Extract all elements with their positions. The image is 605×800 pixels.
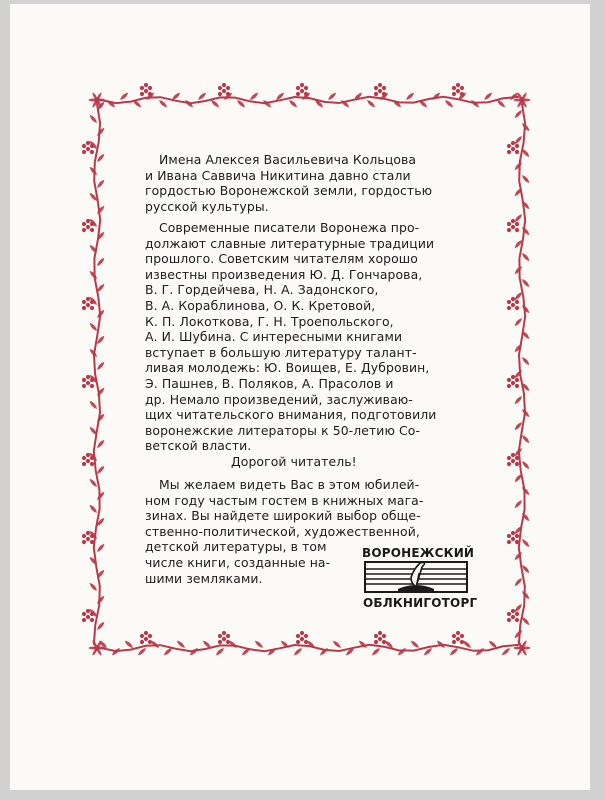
frame-leaf xyxy=(515,292,522,300)
frame-berry xyxy=(86,453,90,457)
frame-berry xyxy=(222,637,226,641)
frame-leaf xyxy=(522,175,529,183)
frame-berry xyxy=(515,300,519,304)
frame-berry xyxy=(511,375,515,379)
text-line: ном году частым гостем в книжных мага- xyxy=(145,492,424,508)
frame-leaf xyxy=(333,641,341,648)
frame-leaf xyxy=(90,583,97,591)
frame-berry xyxy=(515,378,519,382)
frame-berry xyxy=(511,531,515,535)
frame-berry xyxy=(86,147,90,151)
frame-berry xyxy=(144,637,148,641)
frame-berry xyxy=(140,634,144,638)
frame-berry xyxy=(507,300,511,304)
frame-berry xyxy=(304,634,308,638)
frame-berry xyxy=(86,225,90,229)
frame-berry xyxy=(382,86,386,90)
frame-berry xyxy=(226,634,230,638)
frame-berry xyxy=(86,537,90,541)
text-line: и Ивана Саввича Никитина давно стали xyxy=(145,167,411,183)
frame-berry xyxy=(374,92,378,96)
frame-berry xyxy=(144,89,148,93)
frame-berry xyxy=(515,228,519,232)
frame-leaf xyxy=(515,396,522,404)
frame-leaf xyxy=(515,604,522,612)
frame-leaf xyxy=(97,622,104,630)
frame-berry xyxy=(456,83,460,87)
frame-leaf xyxy=(522,617,529,625)
logo-bottom-text: ОБЛКНИГОТОРГ xyxy=(363,596,478,610)
frame-berry xyxy=(90,384,94,388)
frame-berry xyxy=(144,631,148,635)
frame-berry xyxy=(82,300,86,304)
frame-leaf xyxy=(97,336,104,344)
frame-berry xyxy=(226,86,230,90)
frame-leaf xyxy=(522,253,529,261)
frame-berry xyxy=(82,462,86,466)
frame-berry xyxy=(82,228,86,232)
frame-berry xyxy=(90,228,94,232)
frame-berry xyxy=(460,86,464,90)
frame-berry xyxy=(140,640,144,644)
frame-leaf xyxy=(90,479,97,487)
publisher-logo xyxy=(353,546,478,612)
frame-berry xyxy=(511,297,515,301)
frame-berry xyxy=(300,631,304,635)
text-line: воронежские литераторы к 50-летию Со- xyxy=(145,422,421,438)
frame-leaf xyxy=(138,648,146,655)
frame-leaf xyxy=(484,93,492,100)
text-line: А. И. Шубина. С интересными книгами xyxy=(145,329,403,345)
frame-berry xyxy=(515,456,519,460)
frame-leaf xyxy=(497,100,505,107)
frame-leaf xyxy=(515,214,522,222)
frame-berry xyxy=(86,615,90,619)
frame-berry xyxy=(222,631,226,635)
frame-leaf xyxy=(294,648,302,655)
frame-berry xyxy=(86,141,90,145)
frame-berry xyxy=(304,86,308,90)
salutation: Дорогой читатель! xyxy=(231,454,357,469)
frame-berry xyxy=(460,92,464,96)
frame-berry xyxy=(507,618,511,622)
frame-leaf xyxy=(97,258,104,266)
frame-leaf xyxy=(90,323,97,331)
frame-berry xyxy=(86,381,90,385)
frame-leaf xyxy=(489,641,497,648)
frame-leaf xyxy=(229,641,237,648)
frame-corner-center xyxy=(94,97,100,103)
frame-berry xyxy=(511,141,515,145)
frame-berry xyxy=(90,144,94,148)
frame-berry xyxy=(226,92,230,96)
frame-berry xyxy=(456,89,460,93)
text-line: Э. Пашнев, В. Поляков, А. Прасолов и xyxy=(145,375,394,391)
frame-berry xyxy=(90,378,94,382)
frame-leaf xyxy=(463,641,471,648)
frame-berry xyxy=(511,453,515,457)
text-line: щих читательского внимания, подготовили xyxy=(145,407,437,423)
frame-berry xyxy=(507,306,511,310)
frame-berry xyxy=(511,147,515,151)
frame-berry xyxy=(460,634,464,638)
frame-berry xyxy=(507,228,511,232)
frame-leaf xyxy=(97,180,104,188)
frame-leaf xyxy=(90,167,97,175)
frame-leaf xyxy=(97,154,104,162)
frame-leaf xyxy=(515,500,522,508)
frame-berry xyxy=(90,222,94,226)
frame-berry xyxy=(144,83,148,87)
frame-leaf xyxy=(255,641,263,648)
frame-leaf xyxy=(177,641,185,648)
frame-berry xyxy=(148,86,152,90)
text-line: должают славные литературные традиции xyxy=(145,235,435,251)
frame-berry xyxy=(507,462,511,466)
frame-berry xyxy=(82,222,86,226)
paragraph-1 xyxy=(145,152,465,214)
frame-berry xyxy=(382,92,386,96)
frame-berry xyxy=(82,378,86,382)
frame-leaf xyxy=(522,279,529,287)
text-line: Мы желаем видеть Вас в этом юбилей- xyxy=(159,477,420,492)
frame-berry xyxy=(296,634,300,638)
text-line: детской литературы, в том xyxy=(145,539,327,555)
frame-leaf xyxy=(450,648,458,655)
frame-berry xyxy=(515,150,519,154)
frame-berry xyxy=(378,631,382,635)
frame-berry xyxy=(511,381,515,385)
frame-berry xyxy=(218,634,222,638)
frame-leaf xyxy=(97,128,104,136)
frame-berry xyxy=(90,612,94,616)
frame-berry xyxy=(511,615,515,619)
text-line: др. Немало произведений, заслуживаю- xyxy=(145,391,413,407)
frame-berry xyxy=(82,534,86,538)
frame-leaf xyxy=(522,539,529,547)
frame-berry xyxy=(82,306,86,310)
frame-berry xyxy=(82,612,86,616)
text-line: В. Г. Гордейчева, Н. А. Задонского, xyxy=(145,282,379,298)
frame-berry xyxy=(300,637,304,641)
frame-leaf xyxy=(289,100,297,107)
frame-berry xyxy=(452,640,456,644)
frame-berry xyxy=(90,540,94,544)
frame-leaf xyxy=(90,401,97,409)
frame-berry xyxy=(86,609,90,613)
frame-leaf xyxy=(97,284,104,292)
frame-berry xyxy=(300,89,304,93)
frame-berry xyxy=(515,144,519,148)
text-line: ветской власти. xyxy=(145,438,252,454)
frame-berry xyxy=(507,144,511,148)
text-line: Современные писатели Воронежа про- xyxy=(159,220,420,235)
frame-berry xyxy=(507,612,511,616)
frame-leaf xyxy=(159,100,167,107)
text-line: известны произведения Ю. Д. Гончарова, xyxy=(145,266,423,282)
frame-berry xyxy=(374,634,378,638)
frame-corner-center xyxy=(519,645,525,651)
frame-leaf xyxy=(515,630,522,638)
frame-leaf xyxy=(211,100,219,107)
frame-berry xyxy=(90,456,94,460)
frame-leaf xyxy=(515,110,522,118)
frame-leaf xyxy=(515,136,522,144)
frame-berry xyxy=(140,92,144,96)
frame-berry xyxy=(511,219,515,223)
frame-berry xyxy=(296,86,300,90)
frame-berry xyxy=(148,92,152,96)
frame-berry xyxy=(86,303,90,307)
frame-leaf xyxy=(502,648,510,655)
frame-leaf xyxy=(522,591,529,599)
frame-berry xyxy=(218,92,222,96)
frame-leaf xyxy=(125,641,133,648)
frame-leaf xyxy=(515,578,522,586)
frame-berry xyxy=(296,640,300,644)
frame-berry xyxy=(86,459,90,463)
frame-leaf xyxy=(372,648,380,655)
frame-berry xyxy=(90,150,94,154)
text-line: гордостью Воронежской земли, гордостью xyxy=(145,183,433,199)
frame-berry xyxy=(515,612,519,616)
frame-leaf xyxy=(250,93,258,100)
frame-berry xyxy=(82,144,86,148)
frame-berry xyxy=(515,222,519,226)
frame-leaf xyxy=(90,505,97,513)
frame-berry xyxy=(515,540,519,544)
frame-leaf xyxy=(515,474,522,482)
open-book-torch-icon xyxy=(364,561,468,593)
frame-leaf xyxy=(522,461,529,469)
frame-berry xyxy=(378,89,382,93)
frame-berry xyxy=(218,640,222,644)
frame-leaf xyxy=(445,100,453,107)
frame-leaf xyxy=(164,648,172,655)
frame-berry xyxy=(90,534,94,538)
frame-leaf xyxy=(424,648,432,655)
frame-berry xyxy=(222,89,226,93)
frame-leaf xyxy=(97,362,104,370)
frame-berry xyxy=(148,634,152,638)
frame-leaf xyxy=(515,266,522,274)
frame-berry xyxy=(90,462,94,466)
frame-berry xyxy=(511,225,515,229)
frame-leaf xyxy=(398,648,406,655)
frame-berry xyxy=(456,631,460,635)
frame-berry xyxy=(86,219,90,223)
frame-berry xyxy=(82,540,86,544)
frame-leaf xyxy=(522,149,529,157)
frame-berry xyxy=(515,306,519,310)
frame-leaf xyxy=(515,318,522,326)
text-line: русской культуры. xyxy=(145,198,269,214)
frame-berry xyxy=(507,456,511,460)
frame-berry xyxy=(86,375,90,379)
frame-leaf xyxy=(90,115,97,123)
frame-berry xyxy=(82,150,86,154)
frame-berry xyxy=(90,306,94,310)
frame-berry xyxy=(507,378,511,382)
frame-berry xyxy=(515,462,519,466)
frame-leaf xyxy=(120,93,128,100)
frame-berry xyxy=(218,86,222,90)
text-line: шими земляками. xyxy=(145,570,263,586)
frame-leaf xyxy=(522,357,529,365)
frame-leaf xyxy=(172,93,180,100)
frame-berry xyxy=(90,618,94,622)
frame-berry xyxy=(507,384,511,388)
frame-berry xyxy=(86,297,90,301)
frame-leaf xyxy=(198,93,206,100)
frame-berry xyxy=(507,540,511,544)
frame-berry xyxy=(452,634,456,638)
frame-leaf xyxy=(97,466,104,474)
frame-leaf xyxy=(97,544,104,552)
frame-leaf xyxy=(237,100,245,107)
frame-berry xyxy=(304,92,308,96)
frame-berry xyxy=(515,534,519,538)
frame-leaf xyxy=(522,487,529,495)
logo-top-text: ВОРОНЕЖСКИЙ xyxy=(362,546,475,560)
frame-berry xyxy=(296,92,300,96)
frame-leaf xyxy=(151,641,159,648)
frame-berry xyxy=(511,303,515,307)
frame-berry xyxy=(378,83,382,87)
frame-berry xyxy=(515,618,519,622)
frame-leaf xyxy=(216,648,224,655)
frame-berry xyxy=(300,83,304,87)
frame-berry xyxy=(382,634,386,638)
frame-berry xyxy=(90,300,94,304)
frame-leaf xyxy=(515,422,522,430)
frame-berry xyxy=(507,222,511,226)
frame-berry xyxy=(82,618,86,622)
frame-berry xyxy=(374,86,378,90)
frame-leaf xyxy=(471,100,479,107)
frame-leaf xyxy=(476,648,484,655)
text-line: ливая молодежь: Ю. Воищев, Е. Дубровин, xyxy=(145,360,430,376)
frame-corner-center xyxy=(519,97,525,103)
text-line: В. А. Кораблинова, О. К. Кретовой, xyxy=(145,297,376,313)
frame-berry xyxy=(222,83,226,87)
frame-berry xyxy=(82,456,86,460)
paragraph-2 xyxy=(145,220,465,454)
frame-leaf xyxy=(367,100,375,107)
text-line: К. П. Локоткова, Г. Н. Троепольского, xyxy=(145,313,394,329)
frame-berry xyxy=(456,637,460,641)
frame-berry xyxy=(511,459,515,463)
frame-leaf xyxy=(522,435,529,443)
frame-berry xyxy=(86,531,90,535)
frame-berry xyxy=(452,92,456,96)
text-line: прошлого. Советским читателям хорошо xyxy=(145,251,418,267)
frame-leaf xyxy=(97,492,104,500)
text-line: Имена Алексея Васильевича Кольцова xyxy=(159,152,417,167)
frame-leaf xyxy=(203,641,211,648)
frame-berry xyxy=(452,86,456,90)
text-line: ственно-политической, художественной, xyxy=(145,523,420,539)
frame-berry xyxy=(507,150,511,154)
frame-leaf xyxy=(90,271,97,279)
frame-leaf xyxy=(97,596,104,604)
frame-berry xyxy=(511,609,515,613)
frame-berry xyxy=(378,637,382,641)
frame-corner-center xyxy=(94,645,100,651)
frame-berry xyxy=(511,537,515,541)
frame-berry xyxy=(82,384,86,388)
frame-leaf xyxy=(515,162,522,170)
frame-leaf xyxy=(328,93,336,100)
frame-berry xyxy=(507,534,511,538)
frame-leaf xyxy=(411,641,419,648)
text-line: вступает в большую литературу талант- xyxy=(145,344,417,360)
text-line: числе книги, созданные на- xyxy=(145,554,331,570)
text-line: зинах. Вы найдете широкий выбор обще- xyxy=(145,508,421,524)
frame-leaf xyxy=(406,93,414,100)
frame-berry xyxy=(515,384,519,388)
frame-leaf xyxy=(97,440,104,448)
frame-berry xyxy=(140,86,144,90)
frame-leaf xyxy=(133,100,141,107)
frame-berry xyxy=(374,640,378,644)
